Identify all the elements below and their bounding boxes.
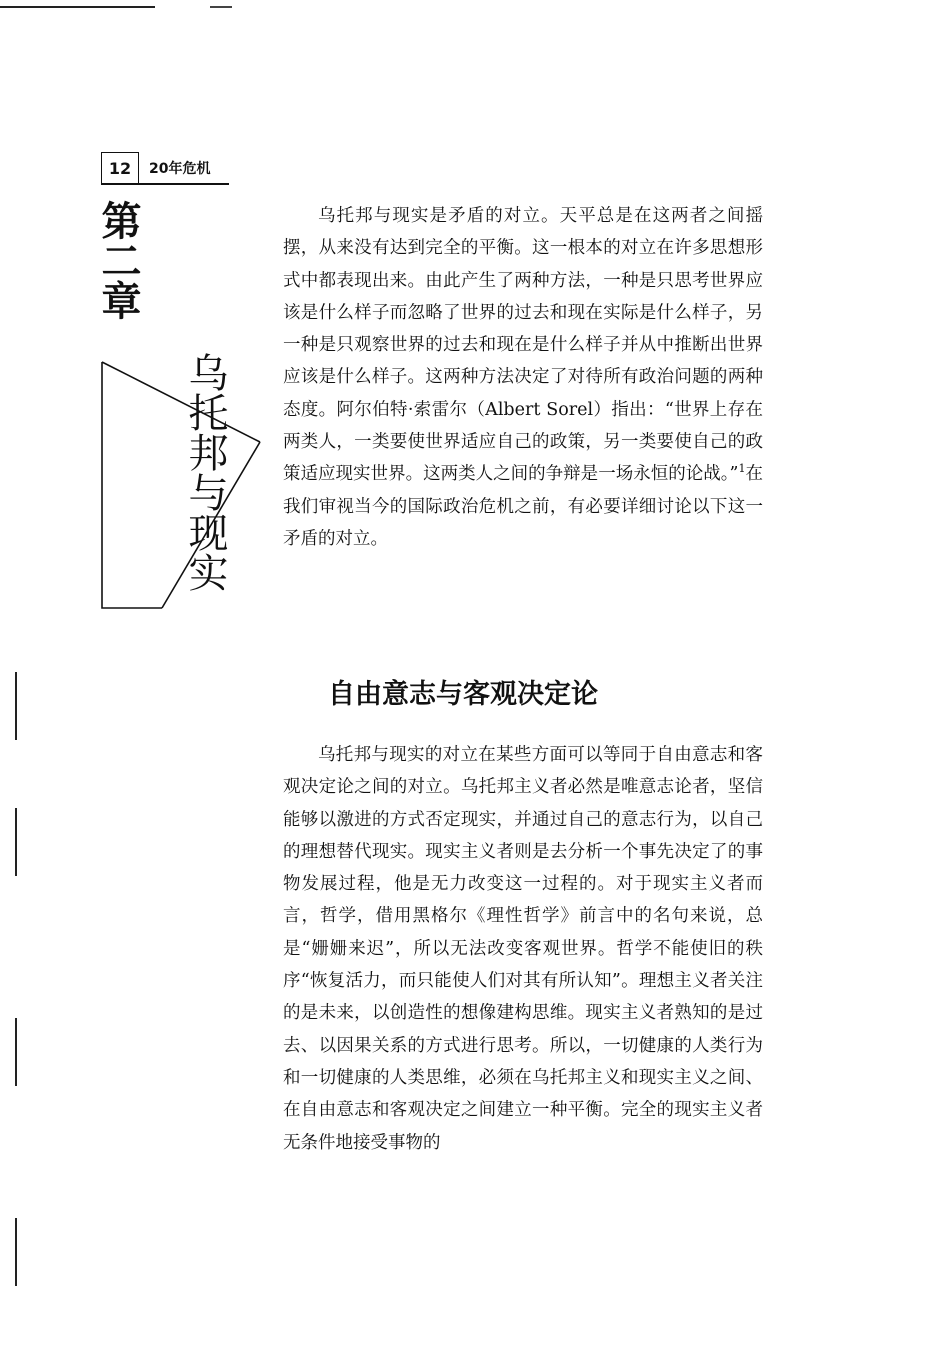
top-scan-rule xyxy=(0,6,155,8)
running-title: 20年危机 xyxy=(149,161,211,177)
margin-scan-mark xyxy=(15,672,17,740)
section-heading: 自由意志与客观决定论 xyxy=(328,679,598,710)
header-rule xyxy=(101,183,229,185)
margin-scan-mark xyxy=(15,808,17,876)
page-number: 12 xyxy=(101,152,139,184)
intro-text: 乌托邦与现实是矛盾的对立。天平总是在这两者之间摇摆，从来没有达到完全的平衡。这一根本的对立在许多思想形式中都表现出来。由此产生了两种方法，一种是只思考世界应该是什么样子而忽略了世界的过去和现在实际是什么样子，另一种是只观察世界的过去和现在是什么样子并从中推断出世界应该是什么样子。这两种方法决定了对待所有政治问题的两种态度。阿尔伯特·索雷尔（Albert Sorel）指出：“世界上存在两类人，一类要使世界适应自己的政策，另一类要使自己的政策适应现实世界。这两类人之间的争辩是一场永恒的论战。” xyxy=(283,206,763,485)
footnote-marker: 1 xyxy=(738,462,746,476)
intro-text-continued: 在我们审视当今的国际政治危机之前，有必要详细讨论以下这一矛盾的对立。 xyxy=(283,464,763,549)
chapter-label: 第二章 xyxy=(95,200,141,320)
margin-scan-mark xyxy=(15,1218,17,1286)
section-paragraph: 乌托邦与现实的对立在某些方面可以等同于自由意志和客观决定论之间的对立。乌托邦主义者必然是唯意志论者，坚信能够以激进的方式否定现实，并通过自己的意志行为，以自己的理想替代现实。现实主义者则是去分析一个事先决定了的事物发展过程，他是无力改变这一过程的。对于现实主义者而言，哲学，借用黑格尔《理性哲学》前言中的名句来说，总是“姗姗来迟”，所以无法改变客观世界。哲学不能使旧的秩序“恢复活力，而只能使人们对其有所认知”。理想主义者关注的是未来，以创造性的想像建构思维。现实主义者熟知的是过去、以因果关系的方式进行思考。所以，一切健康的人类行为和一切健康的人类思维，必须在乌托邦主义和现实主义之间、在自由意志和客观决定之间建立一种平衡。完全的现实主义者无条件地接受事物的 xyxy=(283,745,763,1153)
chapter-title: 乌托邦与现实 xyxy=(182,352,228,592)
top-scan-rule-short xyxy=(210,6,232,8)
intro-paragraph xyxy=(283,200,763,555)
margin-scan-mark xyxy=(15,1018,17,1086)
